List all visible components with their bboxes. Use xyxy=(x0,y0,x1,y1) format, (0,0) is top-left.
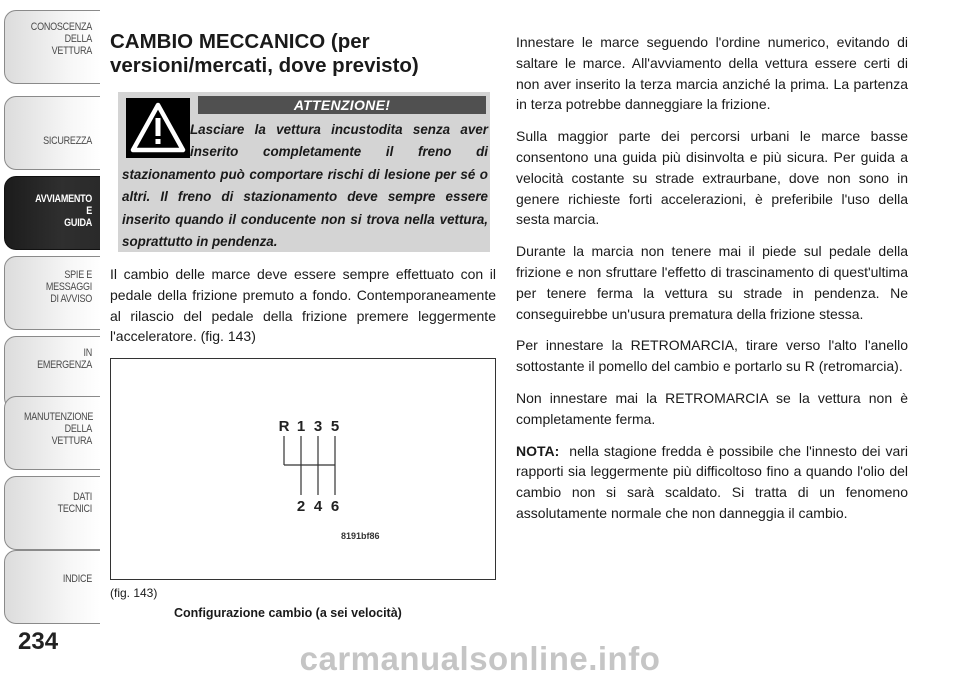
gear-label-3: 3 xyxy=(313,418,323,435)
gate-lines xyxy=(284,436,335,495)
gearshift-pattern-diagram xyxy=(111,359,494,578)
section-heading: CAMBIO MECCANICO (per versioni/mercati, dove previsto) xyxy=(110,30,419,77)
tab-label-line: E xyxy=(86,205,92,217)
page-number: 234 xyxy=(18,628,59,655)
warning-body: Lasciare la vettura incustodita senza aver inserito completamente il freno di stazionamento può comportare rischi di lesione per sé o altri. Il freno di stazionamento deve sempre essere inserito quando il conducente non si trova nella vettura, soprattutto in pendenza. xyxy=(122,122,488,250)
tab-label-line: MANUTENZIONE xyxy=(23,411,94,423)
gear-label-2: 2 xyxy=(296,498,306,515)
tab-avviamento-e-guida[interactable] xyxy=(4,176,100,250)
tab-label-line: TECNICI xyxy=(57,503,92,515)
figure-caption: Configurazione cambio (a sei velocità) xyxy=(174,606,402,620)
tab-manutenzione-della-vettura[interactable] xyxy=(4,396,100,470)
paragraph: Non innestare mai la RETROMARCIA se la vettura non è completamente ferma. xyxy=(516,389,908,427)
gear-label-r: R xyxy=(278,418,290,435)
figure-label: (fig. 143) xyxy=(110,586,158,600)
tab-dati-tecnici[interactable] xyxy=(4,476,100,550)
warning-title: ATTENZIONE! xyxy=(198,96,486,114)
paragraph: Innestare le marce seguendo l'ordine numerico, evitando di saltare le marce. All'avviamento della vettura essere certi di non aver inserito la terza marcia anziché la prima. La partenza in terza potrebbe danneggiare la frizione. xyxy=(516,34,908,113)
tab-sicurezza[interactable] xyxy=(4,96,100,170)
gear-label-1: 1 xyxy=(296,418,306,435)
tab-conoscenza-della-vettura[interactable] xyxy=(4,10,100,84)
tab-label-line: GUIDA xyxy=(64,217,92,229)
tab-label-line: DELLA xyxy=(64,423,92,435)
tab-label-line: IN xyxy=(83,347,92,359)
tab-label-line: VETTURA xyxy=(51,45,92,57)
tab-spie-e-messaggi-di-avviso[interactable] xyxy=(4,256,100,330)
right-column xyxy=(516,32,908,535)
tab-label-line: CONOSCENZA xyxy=(30,21,92,33)
nota-text: nella stagione fredda è possibile che l'innesto dei vari rapporti sia leggermente più difficoltoso fino a quando l'olio del cambio non si sarà scaldato. Si tratta di un fenomeno assolutamente normale che non danneggia il cambio. xyxy=(516,442,908,521)
paragraph: Per innestare la RETROMARCIA, tirare verso l'alto l'anello sottostante il pomello del cambio e portarlo su R (retromarcia). xyxy=(516,337,908,375)
tab-label-line: DATI xyxy=(73,491,92,503)
nota-paragraph xyxy=(516,441,908,524)
gear-label-6: 6 xyxy=(330,498,340,515)
tab-label-line: MESSAGGI xyxy=(45,281,92,293)
watermark: carmanualsonline.info xyxy=(299,640,661,677)
paragraph: Durante la marcia non tenere mai il piede sul pedale della frizione e non sfruttare l'effetto di trascinamento di quest'ultima per tenere ferma la vettura su strade in pendenza. Ne conseguirebbe un'usura prematura della frizione stessa. xyxy=(516,243,908,322)
tab-label-line: DI AVVISO xyxy=(50,293,92,305)
paragraph: Sulla maggior parte dei percorsi urbani le marce basse consentono una guida più disinvolta e più sicura. Per guida a velocità costante su strade extraurbane, dove non sono in genere richieste forti accelerazioni, è preferibile l'uso della sesta marcia. xyxy=(516,128,908,228)
gear-label-5: 5 xyxy=(330,418,340,435)
warning-text xyxy=(122,119,488,253)
tab-label-line: SICUREZZA xyxy=(43,135,92,147)
gear-label-4: 4 xyxy=(313,498,323,515)
tab-label-line: DELLA xyxy=(64,33,92,45)
nota-label: NOTA: xyxy=(516,442,560,459)
chapter-sidebar xyxy=(0,0,100,678)
tab-label-line: VETTURA xyxy=(51,435,92,447)
gearshift-figure xyxy=(110,358,496,580)
tab-label-line: SPIE E xyxy=(64,269,92,281)
figure-code: 8191bf86 xyxy=(341,531,380,541)
tab-indice[interactable] xyxy=(4,550,100,624)
warning-box xyxy=(118,92,490,252)
tab-label-line: AVVIAMENTO xyxy=(35,193,92,205)
tab-label-line: INDICE xyxy=(62,573,92,585)
icon-spacer xyxy=(122,119,190,157)
gear-change-paragraph: Il cambio delle marce deve essere sempre effettuato con il pedale della frizione premuto a fondo. Contemporaneamente al rilascio del pedale della frizione premere leggermente l'acceleratore. (fig. 143) xyxy=(110,266,496,345)
tab-label-line: EMERGENZA xyxy=(37,359,92,371)
